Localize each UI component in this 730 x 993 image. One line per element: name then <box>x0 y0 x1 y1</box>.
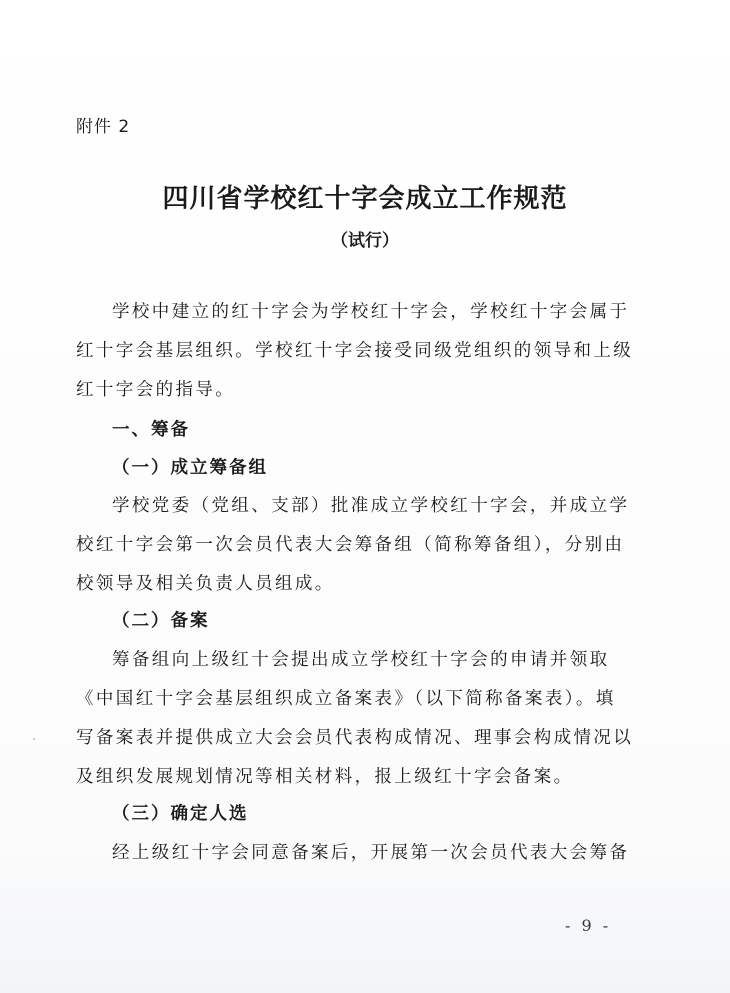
sub2-line-4: 及组织发展规划情况等相关材料，报上级红十字会备案。 <box>76 767 574 787</box>
attachment-label: 附件 2 <box>76 117 131 137</box>
document-subtitle: （试行） <box>331 231 399 251</box>
intro-line-1: 学校中建立的红十字会为学校红十字会，学校红十字会属于 <box>112 302 630 322</box>
subsection-heading-3: （三）确定人选 <box>112 804 249 824</box>
sub1-line-2: 校红十字会第一次会员代表大会筹备组（简称筹备组），分别由 <box>76 535 625 555</box>
sub1-line-3: 校领导及相关负责人员组成。 <box>76 574 335 594</box>
sub3-line-1: 经上级红十字会同意备案后，开展第一次会员代表大会筹备 <box>112 843 630 863</box>
intro-line-2: 红十字会基层组织。学校红十字会接受同级党组织的领导和上级 <box>76 341 634 361</box>
sub2-line-3: 写备案表并提供成立大会会员代表构成情况、理事会构成情况以 <box>76 728 634 748</box>
sub2-line-2: 《中国红十字会基层组织成立备案表》（以下简称备案表）。填 <box>76 689 616 709</box>
scan-artifact <box>33 738 35 740</box>
page-number: - 9 - <box>565 916 612 935</box>
document-title: 四川省学校红十字会成立工作规范 <box>162 184 568 214</box>
sub1-line-1: 学校党委（党组、支部）批准成立学校红十字会，并成立学 <box>112 496 630 516</box>
subsection-heading-1: （一）成立筹备组 <box>112 458 268 478</box>
sub2-line-1: 筹备组向上级红十会提出成立学校红十字会的申请并领取 <box>112 650 610 670</box>
intro-line-3: 红十字会的指导。 <box>76 380 236 400</box>
section-heading-prep: 一、筹备 <box>112 420 190 440</box>
subsection-heading-2: （二）备案 <box>112 611 210 631</box>
